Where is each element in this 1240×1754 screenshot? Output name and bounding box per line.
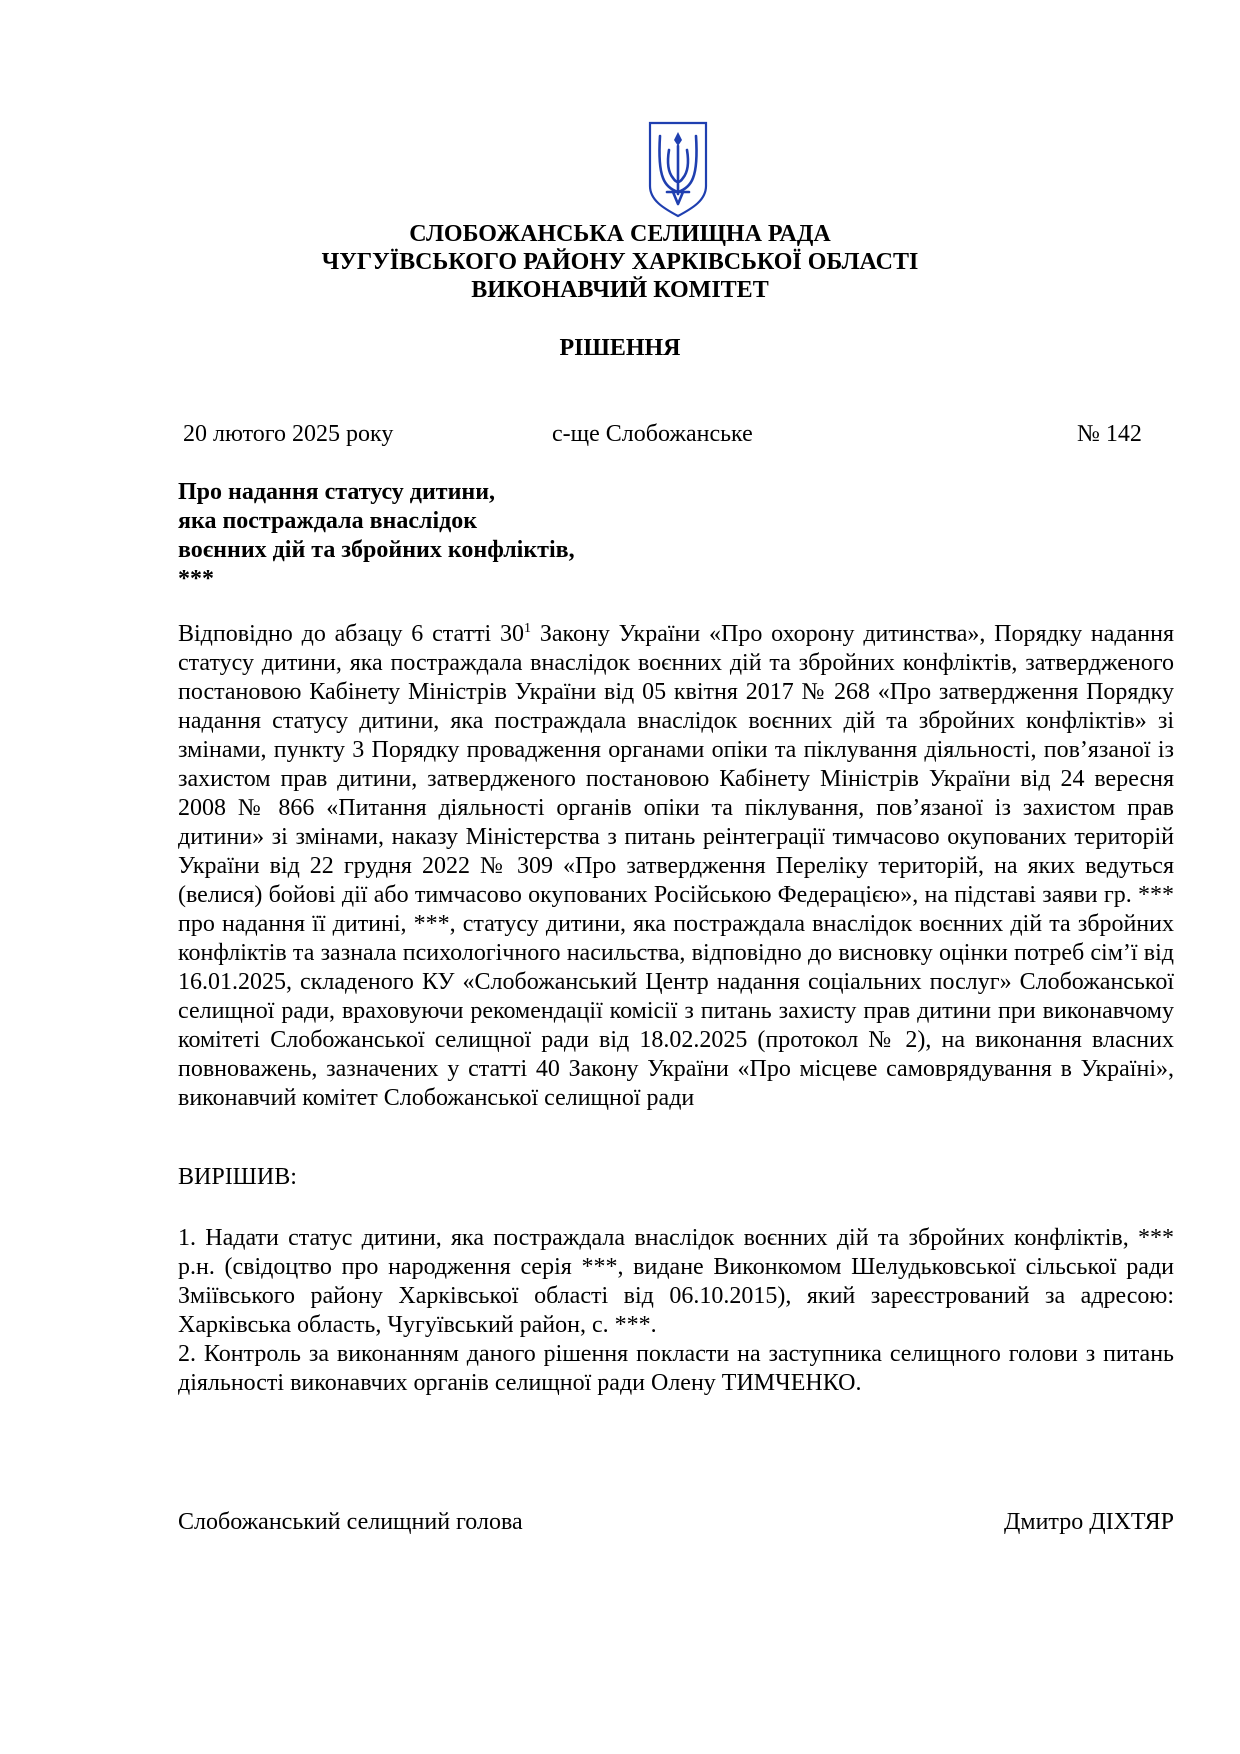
subject-line: воєнних дій та збройних конфліктів, — [178, 537, 575, 563]
subject-line: *** — [178, 566, 214, 592]
signatory-role: Слобожанський селищний голова — [178, 1509, 523, 1535]
preamble-paragraph — [178, 620, 1174, 1113]
decision-number: № 142 — [1077, 421, 1142, 447]
subject-line: яка постраждала внаслідок — [178, 508, 478, 534]
decision-subject — [178, 478, 698, 594]
subject-line: Про надання статусу дитини, — [178, 479, 496, 505]
preamble-text-rest: Закону України «Про охорону дитинства», Порядку надання статусу дитини, яка постраждала внаслідок воєнних дій та збройних конфліктів, затвердженого постановою Кабінету Міністрів України від 05 квітня 2017 № 268 «Про затвердження Порядку надання статусу дитини, яка постраждала внаслідок воєнних дій та збройних конфліктів» зі змінами, пункту 3 Порядку провадження органами опіки та піклування діяльності, пов’язаної із захистом прав дитини, затвердженого постановою Кабінету Міністрів України від 24 вересня 2008 № 866 «Питання діяльності органів опіки та піклування, пов’язаної із захистом прав дитини» зі змінами, наказу Міністерства з питань реінтеграції тимчасово окупованих територій України від 22 грудня 2022 № 309 «Про затвердження Переліку територій, на яких ведуться (велися) бойові дії або тимчасово окупованих Російською Федерацією», на підставі заяви гр. *** про надання її дитині, ***, статусу дитини, яка постраждала внаслідок воєнних дій та збройних конфліктів та зазнала психологічного насильства, відповідно до висновку оцінки потреб сім’ї від 16.01.2025, складеного КУ «Слобожанський Центр надання соціальних послуг» Слобожанської селищної ради, враховуючи рекомендації комісії з питань захисту прав дитини при виконавчому комітеті Слобожанської селищної ради від 18.02.2025 (протокол № 2), на виконання власних повноважень, зазначених у статті 40 Закону України «Про місцеве самоврядування в Україні», виконавчий комітет Слобожанської селищної ради — [178, 621, 1174, 1111]
ukraine-trident-coat-of-arms-icon — [647, 120, 709, 218]
document-type-title: РІШЕННЯ — [559, 335, 681, 361]
resolution-item: 2. Контроль за виконанням даного рішення покласти на заступника селищного голови з питань діяльності виконавчих органів селищної ради Олену ТИМЧЕНКО. — [178, 1341, 1174, 1396]
organization-name: СЛОБОЖАНСЬКА СЕЛИЩНА РАДА — [409, 221, 831, 247]
resolution-item: 1. Надати статус дитини, яка постраждала внаслідок воєнних дій та збройних конфліктів, *** р.н. (свідоцтво про народження серія ***, видане Виконкомом Шелудьковської сільської ради Зміївського району Харківської області від 06.10.2015), який зареєстрований за адресою: Харківська область, Чугуївський район, с. ***. — [178, 1225, 1174, 1338]
organization-region: ЧУГУЇВСЬКОГО РАЙОНУ ХАРКІВСЬКОЇ ОБЛАСТІ — [321, 249, 919, 275]
organization-body: ВИКОНАВЧИЙ КОМІТЕТ — [471, 277, 769, 303]
preamble-text-start: Відповідно до абзацу 6 статті 30 — [178, 621, 525, 647]
article-superscript: 1 — [524, 621, 532, 636]
resolution-items — [178, 1224, 1174, 1398]
decision-date: 20 лютого 2025 року — [183, 421, 394, 447]
decision-place: с-ще Слобожанське — [552, 421, 753, 447]
resolved-label: ВИРІШИВ: — [178, 1164, 297, 1190]
organization-header — [0, 220, 1240, 304]
signatory-name: Дмитро ДІХТЯР — [1004, 1509, 1174, 1535]
